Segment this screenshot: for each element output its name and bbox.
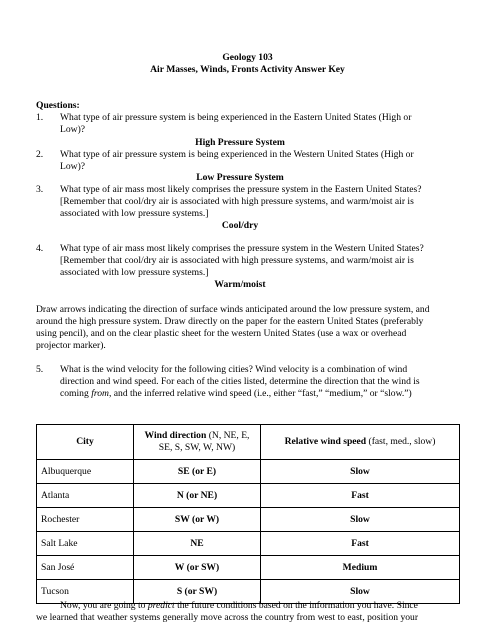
closing-line-1 xyxy=(36,600,466,612)
table-row xyxy=(37,508,460,532)
city-cell: San José xyxy=(37,556,134,580)
question-3-text xyxy=(60,184,460,220)
table-row xyxy=(37,532,460,556)
speed-cell: Medium xyxy=(261,556,460,580)
header-direction-bold: Wind direction xyxy=(144,430,207,441)
question-5-line-3 xyxy=(60,388,470,400)
table-header-row xyxy=(37,425,460,460)
closing-line-1-pre: Now, you are going to xyxy=(60,600,148,611)
city-cell: Atlanta xyxy=(37,484,134,508)
header-speed-options: (fast, med., slow) xyxy=(366,436,436,447)
draw-paragraph-line-3: using pencil), and on the clear plastic sheet for the western United States (use a wax or overhead xyxy=(36,328,407,339)
question-5-line-3-post: , and the inferred relative wind speed (i.e., either “fast,” “medium,” or “slow.”) xyxy=(108,388,412,399)
question-2-text xyxy=(60,149,460,173)
speed-cell: Slow xyxy=(261,460,460,484)
question-3-number: 3. xyxy=(36,184,44,195)
draw-paragraph-line-1: Draw arrows indicating the direction of surface winds anticipated around the low pressure system, and xyxy=(36,304,430,315)
closing-paragraph xyxy=(36,600,466,624)
question-4-text xyxy=(60,243,460,279)
draw-arrows-paragraph xyxy=(36,304,466,352)
speed-cell: Fast xyxy=(261,484,460,508)
wind-velocity-table xyxy=(36,424,460,604)
header-direction-options-2: SE, S, SW, W, NW) xyxy=(158,442,236,453)
direction-cell: N (or NE) xyxy=(134,484,261,508)
question-5-number: 5. xyxy=(36,364,44,375)
direction-cell: SW (or W) xyxy=(134,508,261,532)
question-1-answer: High Pressure System xyxy=(195,137,285,148)
direction-cell: W (or SW) xyxy=(134,556,261,580)
question-4-line-1: What type of air mass most likely comprises the pressure system in the Western United States? xyxy=(60,243,424,254)
city-cell: Rochester xyxy=(37,508,134,532)
question-3-line-3: associated with low pressure systems.] xyxy=(60,208,209,219)
question-2-line-1: What type of air pressure system is being experienced in the Western United States (High or xyxy=(60,149,414,160)
question-4-answer: Warm/moist xyxy=(214,279,266,290)
question-4-line-3: associated with low pressure systems.] xyxy=(60,267,209,278)
table-row xyxy=(37,460,460,484)
question-5-text xyxy=(60,364,470,400)
city-cell: Salt Lake xyxy=(37,532,134,556)
question-1-number: 1. xyxy=(36,112,44,123)
closing-emphasis: predict xyxy=(147,600,175,611)
table-row xyxy=(37,556,460,580)
question-5-line-2: direction and wind speed. For each of the cities listed, determine the direction that the wind is xyxy=(60,376,420,387)
table-row xyxy=(37,484,460,508)
question-3-line-1: What type of air mass most likely comprises the pressure system in the Eastern United States? xyxy=(60,184,422,195)
question-3-answer: Cool/dry xyxy=(221,220,259,231)
question-1-line-1: What type of air pressure system is being experienced in the Eastern United States (High or xyxy=(60,112,412,123)
question-1-line-2: Low)? xyxy=(60,124,86,135)
question-5-line-3-pre: coming xyxy=(60,388,92,399)
speed-cell: Fast xyxy=(261,532,460,556)
speed-cell: Slow xyxy=(261,508,460,532)
question-1-text xyxy=(60,112,460,136)
draw-paragraph-line-2: around the high pressure system. Draw directly on the paper for the eastern United States (preferably xyxy=(36,316,424,327)
speed-cell: Slow xyxy=(261,580,460,604)
course-title: Geology 103 xyxy=(222,52,273,63)
draw-paragraph-line-4: projector marker). xyxy=(36,340,106,351)
question-4-number: 4. xyxy=(36,243,44,254)
direction-cell: SE (or E) xyxy=(134,460,261,484)
question-3-line-2: [Remember that cool/dry air is associated with high pressure systems, and warm/moist air is xyxy=(60,196,414,207)
closing-line-2: we learned that weather systems generally move across the country from west to east, position your xyxy=(36,612,419,623)
header-city: City xyxy=(37,425,134,460)
header-speed-bold: Relative wind speed xyxy=(284,436,367,447)
question-5-emphasis: from xyxy=(91,388,109,399)
city-cell: Tucson xyxy=(37,580,134,604)
city-cell: Albuquerque xyxy=(37,460,134,484)
question-4-line-2: [Remember that cool/dry air is associated with high pressure systems, and warm/moist air is xyxy=(60,255,414,266)
direction-cell: NE xyxy=(134,532,261,556)
document-title: Air Masses, Winds, Fronts Activity Answer Key xyxy=(150,64,345,75)
question-2-answer: Low Pressure System xyxy=(196,172,284,183)
question-2-number: 2. xyxy=(36,149,44,160)
header-wind-direction xyxy=(134,425,261,460)
questions-heading: Questions: xyxy=(36,100,80,111)
header-relative-wind-speed xyxy=(261,425,460,460)
question-5-line-1: What is the wind velocity for the following cities? Wind velocity is a combination of wind xyxy=(60,364,408,375)
question-2-line-2: Low)? xyxy=(60,161,86,172)
header-direction-options: (N, NE, E, xyxy=(206,430,250,441)
direction-cell: S (or SW) xyxy=(134,580,261,604)
closing-line-1-post: the future conditions based on the information you have. Since xyxy=(174,600,418,611)
